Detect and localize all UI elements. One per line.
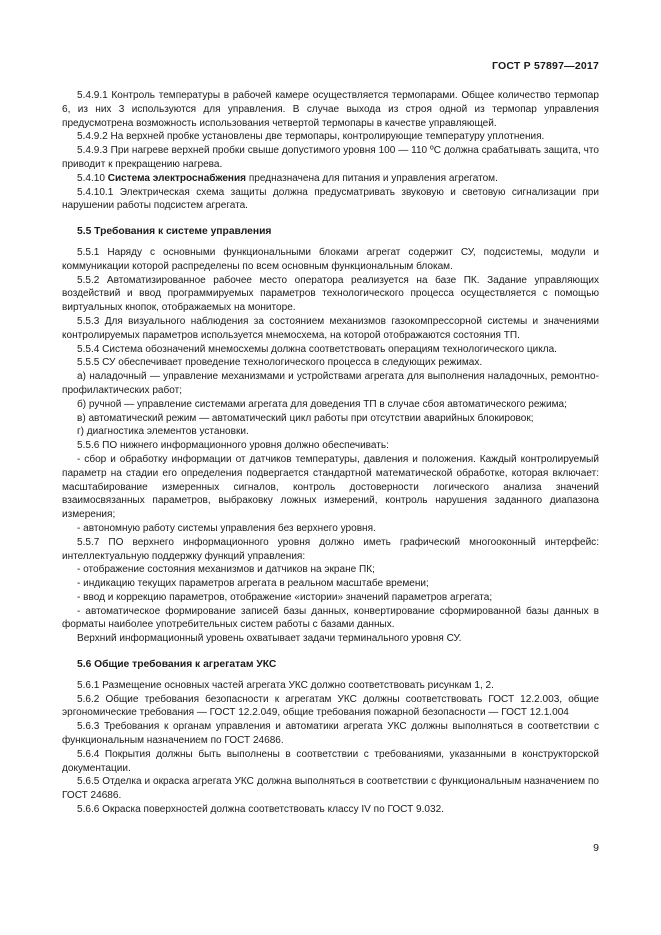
dash-item: - автоматическое формирование записей базы данных, конвертирование сформированной базы данных в форматы наиболее употребительных систем работы с базами данных. xyxy=(62,605,599,631)
list-item-g: г) диагностика элементов установки. xyxy=(77,426,249,438)
dash-item: - индикацию текущих параметров агрегата в реальном масштабе времени; xyxy=(77,578,429,590)
list-item-v: в) автоматический режим — автоматический цикл работы при отсутствии аварийных блокировок; xyxy=(77,412,534,424)
paragraph-5-4-10 xyxy=(62,172,599,186)
page-number: 9 xyxy=(593,842,599,854)
paragraph-5-4-9-1: 5.4.9.1 Контроль температуры в рабочей камере осуществляется термопарами. Общее количество термопар 6, из них 3 используются для управления. В случае выхода из строя одной из термопар управления предусмотрена возможность использования четвертой термопары в качестве управляющей. xyxy=(62,90,599,129)
paragraph-upper-level: Верхний информационный уровень охватывает задачи терминального уровня СУ. xyxy=(77,633,462,645)
paragraph-5-6-3: 5.6.3 Требования к органам управления и автоматики агрегата УКС должны выполняться в соответствии с функциональным назначением по ГОСТ 24686. xyxy=(62,721,599,747)
paragraph-5-6-1: 5.6.1 Размещение основных частей агрегата УКС должно соответствовать рисункам 1, 2. xyxy=(77,679,494,691)
paragraph-5-5-7: 5.5.7 ПО верхнего информационного уровня должно иметь графический многооконный интерфейс: интеллектуальную поддержку функций управления: xyxy=(62,536,599,562)
list-item-a: а) наладочный — управление механизмами и устройствами агрегата для выполнения наладочных, ремонтно-профилактических работ; xyxy=(62,371,599,396)
list-item-b: б) ручной — управление системами агрегата для доведения ТП в случае сбоя автоматического режима; xyxy=(77,398,567,410)
document-header: ГОСТ Р 57897—2017 xyxy=(491,60,599,72)
bold-term: Система электроснабжения xyxy=(107,172,247,184)
paragraph-5-6-4: 5.6.4 Покрытия должны быть выполнены в соответствии с требованиями, указанными в конструкторской документации. xyxy=(62,748,599,774)
dash-item: - автономную работу системы управления без верхнего уровня. xyxy=(77,522,376,534)
document-body xyxy=(62,89,599,817)
paragraph-5-5-6: 5.5.6 ПО нижнего информационного уровня должно обеспечивать: xyxy=(77,440,389,452)
paragraph-5-5-5: 5.5.5 СУ обеспечивает проведение технологического процесса в следующих режимах. xyxy=(77,357,483,369)
section-title-5-6: 5.6 Общие требования к агрегатам УКС xyxy=(77,659,277,671)
paragraph-5-5-2: 5.5.2 Автоматизированное рабочее место оператора реализуется на базе ПК. Задание управляющих воздействий и ввод программируемых параметров технологического процесса осуществляется с помощью виртуальных кнопок, отображаемых на мониторе. xyxy=(62,274,599,314)
paragraph-5-6-6: 5.6.6 Окраска поверхностей должна соответствовать классу IV по ГОСТ 9.032. xyxy=(77,804,444,816)
paragraph-rest: предназначена для питания и управления агрегатом. xyxy=(246,172,498,184)
paragraph-5-4-9-2: 5.4.9.2 На верхней пробке установлены две термопары, контролирующие температуру уплотнения. xyxy=(77,131,545,143)
paragraph-number: 5.4.10 xyxy=(77,172,108,184)
paragraph-5-4-10-1: 5.4.10.1 Электрическая схема защиты должна предусматривать звуковую и световую сигнализации при нарушении работы подсистем агрегата. xyxy=(62,186,599,212)
paragraph-5-5-4: 5.5.4 Система обозначений мнемосхемы должна соответствовать операциям технологического цикла. xyxy=(77,343,557,355)
paragraph-5-5-1: 5.5.1 Наряду с основными функциональными блоками агрегат содержит СУ, подсистемы, модули и коммуникации которой распределены по всем основным функциональным блокам. xyxy=(62,246,599,272)
paragraph-5-5-3: 5.5.3 Для визуального наблюдения за состоянием механизмов газокомпрессорной системы и значениями контролируемых параметров используется мнемосхема, на которой отображаются состояния ТП. xyxy=(62,315,599,341)
paragraph-5-6-2: 5.6.2 Общие требования безопасности к агрегатам УКС должны соответствовать ГОСТ 12.2.003, общие эргономические требования — ГОСТ 12.2.049, общие требования пожарной безопасности — ГОСТ 12.1.004 xyxy=(62,693,599,719)
dash-item: - отображение состояния механизмов и датчиков на экране ПК; xyxy=(77,564,375,576)
paragraph-5-4-9-3: 5.4.9.3 При нагреве верхней пробки свыше допустимого уровня 100 — 110 ºC должна срабатывать защита, что приводит к прекращению нагрева. xyxy=(62,145,599,170)
dash-item: - ввод и коррекцию параметров, отображение «истории» значений параметров агрегата; xyxy=(77,591,493,603)
dash-item: - сбор и обработку информации от датчиков температуры, давления и положения. Каждый контролируемый параметр на стадии его определения подвергается стандартной математической обработке, которая включает: масштабирование измеренных сигналов, контроль достоверности логического анализа значений взаимосвязанных параметров, выбраковку ложных измерений, контроль нарушения заданного диапазона измерения; xyxy=(62,453,599,521)
section-title-5-5: 5.5 Требования к системе управления xyxy=(77,226,272,238)
paragraph-5-6-5: 5.6.5 Отделка и окраска агрегата УКС должна выполняться в соответствии с функциональным назначением по ГОСТ 24686. xyxy=(62,776,599,802)
